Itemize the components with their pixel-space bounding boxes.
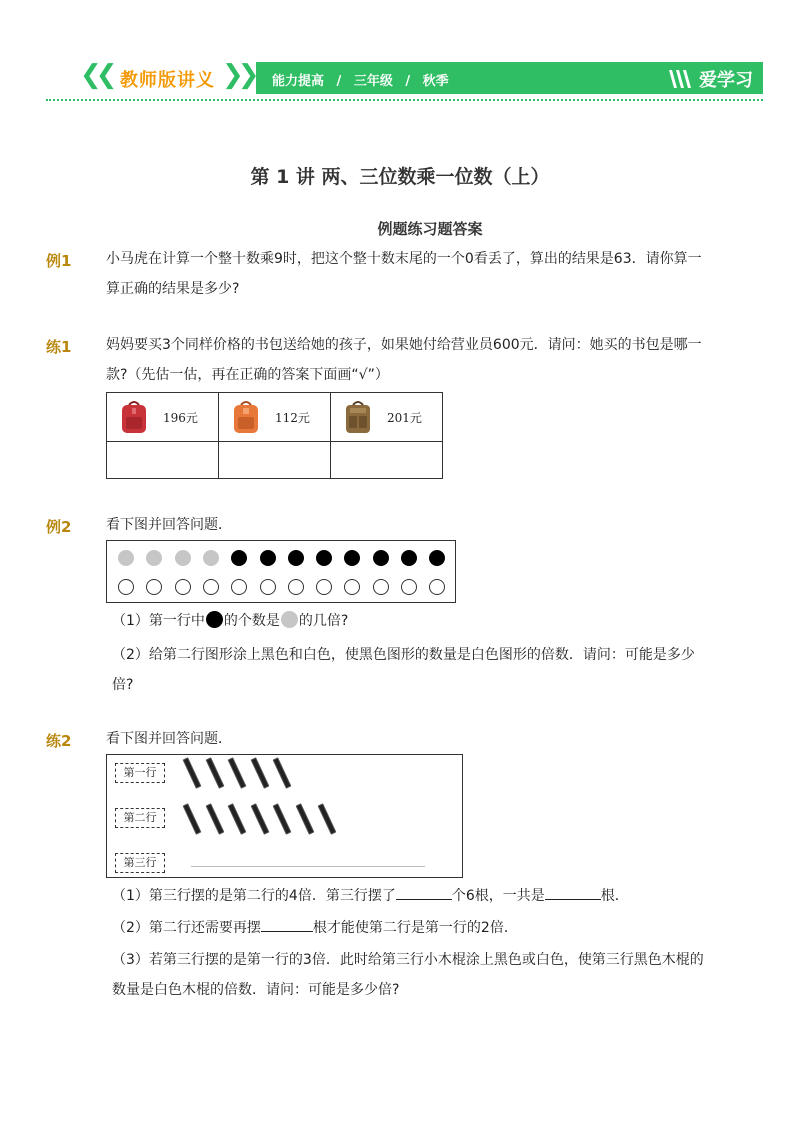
header-bar <box>46 62 763 94</box>
black-dot <box>344 550 360 566</box>
practice-2-intro: 看下图并回答问题． <box>106 731 232 747</box>
example-2-intro: 看下图并回答问题． <box>106 517 232 533</box>
wooden-stick <box>273 803 292 835</box>
wooden-stick <box>250 757 269 789</box>
row-label-3: 第三行 <box>115 853 165 873</box>
row-label-1: 第一行 <box>115 763 165 783</box>
tag-separator: / <box>405 74 411 89</box>
backpack-cell-content <box>331 399 442 435</box>
backpack-cell <box>331 393 443 442</box>
text-line: （2）给第二行图形涂上黑色和白色，使黑色图形的数量是白色图形的倍数．请问：可能是多少 <box>112 647 695 663</box>
wooden-stick <box>273 757 292 789</box>
logo-text: 爱学习 <box>699 70 753 91</box>
white-circle <box>203 579 219 595</box>
price-label: 196元 <box>163 410 198 425</box>
wooden-stick <box>318 803 337 835</box>
wooden-stick <box>205 803 224 835</box>
practice-2-label: 练2 <box>46 732 72 750</box>
wooden-stick <box>183 803 202 835</box>
backpack-cell-content <box>107 399 218 435</box>
white-circle <box>146 579 162 595</box>
white-circle <box>260 579 276 595</box>
backpack-cell-content <box>219 399 330 435</box>
text-line: 倍? <box>112 677 134 693</box>
page-title: 第 1 讲 两、三位数乘一位数（上） <box>250 166 550 188</box>
question-text: （2）第二行还需要再摆 <box>112 920 261 936</box>
header-tag: 秋季 <box>422 74 449 89</box>
question-text: 的个数是 <box>223 613 280 629</box>
answer-blank[interactable] <box>545 899 601 900</box>
text-line: 款?（先估一估，再在正确的答案下面画“√”） <box>106 367 389 383</box>
text-line: 妈妈要买3个同样价格的书包送给她的孩子，如果她付给营业员600元．请问：她买的书包是哪一 <box>106 337 702 353</box>
white-circle <box>401 579 417 595</box>
text-line: 算正确的结果是多少? <box>106 281 240 297</box>
practice-1-label: 练1 <box>46 338 72 356</box>
text-line: （3）若第三行摆的是第一行的3倍．此时给第三行小木棍涂上黑色或白色，使第三行黑色木棍的 <box>112 952 704 968</box>
brown-backpack-icon <box>343 399 373 435</box>
question-text: 的几倍? <box>298 613 349 629</box>
practice-2-question-3 <box>112 945 762 1005</box>
header-logo <box>667 66 753 92</box>
wooden-stick <box>228 757 247 789</box>
practice-2-question-1 <box>112 881 762 911</box>
wooden-stick <box>205 757 224 789</box>
example-1-label: 例1 <box>46 252 72 270</box>
tag-separator: / <box>336 74 342 89</box>
black-dot <box>401 550 417 566</box>
gray-dot <box>203 550 219 566</box>
white-circle <box>373 579 389 595</box>
backpack-row <box>107 393 443 442</box>
black-dot <box>288 550 304 566</box>
chevron-left-icon: ❮❮ <box>80 60 112 90</box>
backpack-cell <box>219 393 331 442</box>
chevron-right-icon: ❯❯ <box>222 60 254 90</box>
white-circle <box>231 579 247 595</box>
header-tag: 能力提高 <box>272 74 325 89</box>
question-text: （1）第一行中 <box>112 613 205 629</box>
example-2-question-2 <box>112 640 762 700</box>
row-3-blank-line <box>191 866 425 867</box>
answer-cell <box>107 442 219 479</box>
dot-figure <box>106 540 456 603</box>
question-text: 根． <box>600 888 629 904</box>
black-dot <box>231 550 247 566</box>
header-tag: 三年级 <box>353 74 393 89</box>
practice-1-text <box>106 330 756 390</box>
example-1-text <box>106 244 756 304</box>
answer-cell <box>331 442 443 479</box>
text-line: 小马虎在计算一个整十数乘9时，把这个整十数末尾的一个0看丢了，算出的结果是63．请你算一 <box>106 251 702 267</box>
black-dot <box>429 550 445 566</box>
answer-blank[interactable] <box>261 931 313 932</box>
gray-dot <box>175 550 191 566</box>
white-circle <box>288 579 304 595</box>
price-label: 201元 <box>387 410 422 425</box>
example-2-label: 例2 <box>46 518 72 536</box>
white-circle <box>316 579 332 595</box>
orange-backpack-icon <box>231 399 261 435</box>
white-circle <box>118 579 134 595</box>
black-dot <box>373 550 389 566</box>
wooden-stick <box>228 803 247 835</box>
black-dot-icon <box>206 611 223 628</box>
question-text: （1）第三行摆的是第二行的4倍．第三行摆了 <box>112 888 396 904</box>
red-backpack-icon <box>119 399 149 435</box>
page-subtitle: 例题练习题答案 <box>377 220 483 238</box>
price-label: 112元 <box>275 410 310 425</box>
wooden-stick <box>183 757 202 789</box>
answer-cell <box>219 442 331 479</box>
header-dotted-divider <box>46 99 763 101</box>
backpack-cell <box>107 393 219 442</box>
wooden-stick <box>295 803 314 835</box>
stick-figure <box>106 754 463 878</box>
wooden-stick <box>250 803 269 835</box>
backpack-table <box>106 392 443 479</box>
question-text: 个6根，一共是 <box>451 888 545 904</box>
black-dot <box>316 550 332 566</box>
white-circle <box>344 579 360 595</box>
example-2-question-1 <box>112 606 762 636</box>
header-tags <box>272 70 449 89</box>
gray-dot <box>146 550 162 566</box>
question-text: 根才能使第二行是第一行的2倍． <box>312 920 518 936</box>
black-dot <box>260 550 276 566</box>
practice-2-question-2 <box>112 913 762 943</box>
logo-icon <box>667 68 693 90</box>
gray-dot <box>118 550 134 566</box>
answer-row <box>107 442 443 479</box>
white-circle <box>429 579 445 595</box>
header-brand-area <box>46 62 256 94</box>
gray-dot-icon <box>281 611 298 628</box>
header-brand-title: 教师版讲义 <box>120 70 215 91</box>
text-line: 数量是白色木棍的倍数．请问：可能是多少倍? <box>112 982 400 998</box>
white-circle <box>175 579 191 595</box>
answer-blank[interactable] <box>396 899 452 900</box>
row-label-2: 第二行 <box>115 808 165 828</box>
